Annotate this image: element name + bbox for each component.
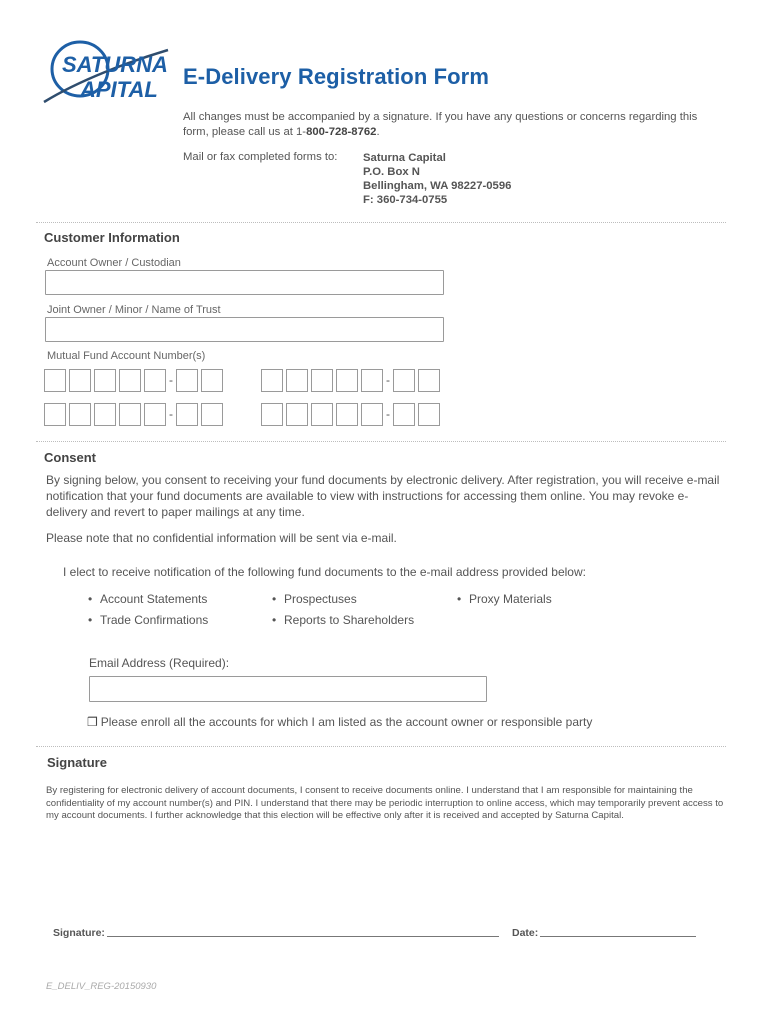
email-field[interactable] [89, 676, 487, 702]
digit-box[interactable] [311, 369, 333, 392]
enroll-all-option[interactable] [87, 715, 592, 729]
account-owner-field[interactable] [45, 270, 444, 295]
digit-box[interactable] [261, 369, 283, 392]
consent-section-title: Consent [44, 450, 96, 465]
digit-box[interactable] [393, 403, 415, 426]
signature-section-title: Signature [47, 755, 107, 770]
form-title: E-Delivery Registration Form [183, 64, 489, 89]
date-label: Date: [512, 927, 539, 939]
consent-paragraph: By signing below, you consent to receiving your fund documents by electronic delivery. After registration, you will receive e-mail notification that your fund documents are available to view with instructions for accessing them online. You may revoke e-delivery and revert to paper mailings at any time. [46, 473, 720, 519]
form-code: E_DELIV_REG-20150930 [46, 981, 157, 992]
account-dash: - [169, 373, 173, 387]
digit-box[interactable] [361, 403, 383, 426]
doc-label: Proxy Materials [469, 592, 552, 606]
account-number-4 [261, 402, 443, 426]
signature-label: Signature: [53, 927, 105, 939]
account-dash: - [386, 373, 390, 387]
digit-box[interactable] [286, 403, 308, 426]
digit-box[interactable] [94, 403, 116, 426]
doc-item-account-statements [88, 592, 207, 606]
mail-label: Mail or fax completed forms to: [183, 151, 338, 163]
doc-label: Account Statements [100, 592, 208, 606]
digit-box[interactable] [69, 369, 91, 392]
doc-item-trade-confirmations [88, 613, 208, 627]
account-number-2 [261, 368, 443, 392]
enroll-label: Please enroll all the accounts for which I am listed as the account owner or responsible party [100, 715, 593, 729]
intro-suffix: . [376, 125, 380, 138]
divider-signature [36, 746, 726, 747]
digit-box[interactable] [261, 403, 283, 426]
doc-item-reports-to-shareholders [272, 613, 414, 627]
intro-text [183, 110, 723, 139]
bullet: • [272, 592, 277, 606]
account-number-1 [44, 368, 226, 392]
digit-box[interactable] [201, 403, 223, 426]
date-line[interactable] [540, 936, 696, 937]
enroll-checkbox[interactable]: ❒ [87, 715, 98, 729]
mail-fax: F: 360-734-0755 [363, 194, 448, 206]
customer-section-title: Customer Information [44, 230, 180, 245]
digit-box[interactable] [418, 403, 440, 426]
joint-owner-label: Joint Owner / Minor / Name of Trust [47, 304, 221, 316]
account-dash: - [169, 407, 173, 421]
digit-box[interactable] [176, 403, 198, 426]
saturna-capital-logo [40, 36, 172, 106]
bullet: • [457, 592, 462, 606]
digit-box[interactable] [144, 403, 166, 426]
digit-box[interactable] [201, 369, 223, 392]
mail-name: Saturna Capital [363, 152, 446, 164]
digit-box[interactable] [361, 369, 383, 392]
account-numbers-label: Mutual Fund Account Number(s) [47, 350, 206, 362]
digit-box[interactable] [144, 369, 166, 392]
divider-consent [36, 441, 726, 442]
digit-box[interactable] [336, 369, 358, 392]
bullet: • [88, 592, 93, 606]
bullet: • [88, 613, 93, 627]
doc-label: Reports to Shareholders [284, 613, 415, 627]
account-number-3 [44, 402, 226, 426]
mail-address [363, 151, 511, 207]
consent-note: Please note that no confidential information will be sent via e-mail. [46, 531, 397, 545]
doc-item-proxy-materials [457, 592, 552, 606]
account-owner-label: Account Owner / Custodian [47, 257, 181, 269]
intro-phone: 800-728-8762 [306, 125, 377, 138]
logo-text-bottom: APITAL [80, 77, 158, 102]
digit-box[interactable] [286, 369, 308, 392]
doc-item-prospectuses [272, 592, 357, 606]
logo-text-top: SATURNA [62, 52, 168, 77]
signature-paragraph: By registering for electronic delivery of account documents, I consent to receive documents online. I understand that I am responsible for maintaining the confidentiality of my account number(s) and PIN. I understand that there may be periodic interruption to online access, which may temporarily prevent access to my account documents. I further acknowledge that this election will be effective only after it is received and accepted by Saturna Capital. [46, 785, 724, 822]
digit-box[interactable] [418, 369, 440, 392]
digit-box[interactable] [119, 369, 141, 392]
signature-line[interactable] [107, 936, 499, 937]
digit-box[interactable] [311, 403, 333, 426]
digit-box[interactable] [336, 403, 358, 426]
divider-customer [36, 222, 726, 223]
intro-prefix: All changes must be accompanied by a signature. If you have any questions or concerns regarding this form, please call us at 1- [183, 111, 698, 138]
account-dash: - [386, 407, 390, 421]
doc-label: Prospectuses [284, 592, 357, 606]
bullet: • [272, 613, 277, 627]
doc-label: Trade Confirmations [100, 613, 209, 627]
digit-box[interactable] [94, 369, 116, 392]
digit-box[interactable] [44, 403, 66, 426]
mail-box: P.O. Box N [363, 166, 420, 178]
joint-owner-field[interactable] [45, 317, 444, 342]
email-label: Email Address (Required): [89, 656, 230, 670]
digit-box[interactable] [119, 403, 141, 426]
digit-box[interactable] [69, 403, 91, 426]
digit-box[interactable] [44, 369, 66, 392]
elect-text: I elect to receive notification of the following fund documents to the e-mail address provided below: [63, 565, 586, 579]
mail-city: Bellingham, WA 98227-0596 [363, 180, 512, 192]
digit-box[interactable] [393, 369, 415, 392]
digit-box[interactable] [176, 369, 198, 392]
